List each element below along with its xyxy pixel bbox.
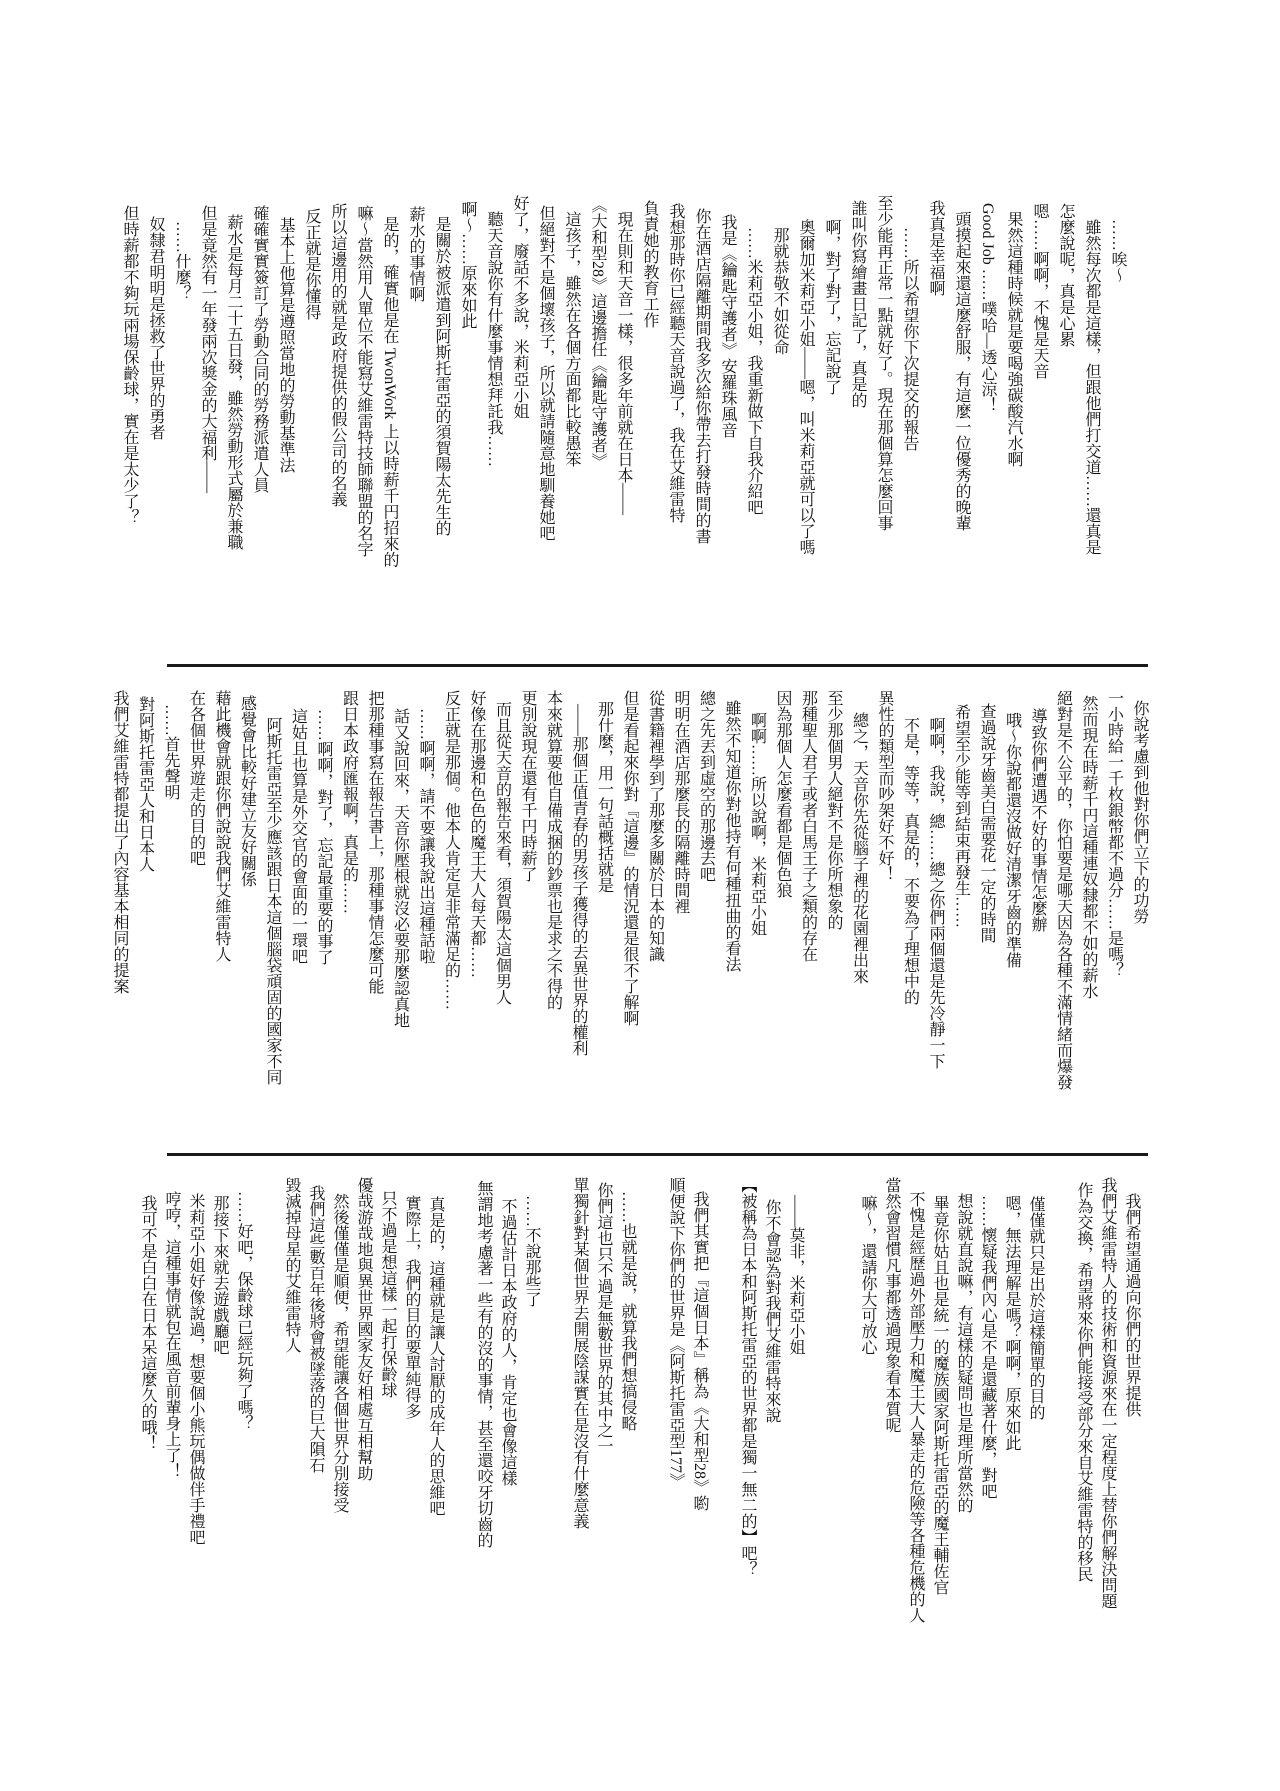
text-line: ——莫非，米莉亞小姐 xyxy=(787,1194,804,1355)
text-line: 我們其實把『這個日本』稱為《大和型28》喲 xyxy=(691,1191,708,1512)
text-line: ……懷疑我們內心是不是還藏著什麼，對吧 xyxy=(979,1194,996,1499)
text-line: 不過估計日本政府的人，肯定也會像這樣 xyxy=(499,1197,516,1486)
text-line: 米莉亞小姐好像說過，想要個小熊玩偶做伴手禮吧 xyxy=(187,1193,204,1545)
text-line: 那接下來就去遊戲廳吧 xyxy=(211,1194,228,1355)
text-line: ……不說那些了 xyxy=(523,1194,540,1307)
scene-divider-1 xyxy=(167,664,1148,667)
text-line: 奴隸君明明是拯救了世界的勇者 xyxy=(147,215,164,440)
text-line: 跟日本政府匯報啊，真是的…… xyxy=(340,690,358,914)
text-line: 那種聖人君子或者白馬王子之類的存在 xyxy=(799,690,817,962)
text-line: 這姑且也算是外交官的會面的一環吧 xyxy=(289,707,307,964)
text-line: 話又說回來，天音你壓根就沒必要那麼認真地 xyxy=(391,707,409,1028)
text-line: 作為交換，希望將來你們能接受部分來自艾維雷特的移民 xyxy=(1075,1181,1092,1582)
text-line: 好了，廢話不多說，米莉亞小姐 xyxy=(511,195,528,419)
text-line: 實際上，我們的目的要單純得多 xyxy=(403,1194,420,1419)
text-line: 你在酒店隔離期間我多次給你帶去打發時間的書 xyxy=(693,207,710,544)
text-line: 真是的，這種就是讓人討厭的成年人的思維吧 xyxy=(427,1196,444,1517)
text-line: 阿斯托雷亞至少應該跟日本這個腦袋頑固的國家不同 xyxy=(264,717,281,1086)
text-line: 《大和型28》這邊擔任《鑰匙守護者》 xyxy=(589,196,606,469)
text-line: 更別說現在還有千円時薪了 xyxy=(519,690,536,882)
text-line: 我們艾維雷特都提出了內容基本相同的提案 xyxy=(111,690,128,994)
text-line: 至少能再正常一點就好了。現在那個算怎麼回事 xyxy=(875,195,892,531)
dialogue-block-2 xyxy=(107,690,1153,1130)
text-line: 啊啊……所以說啊，米莉亞小姐 xyxy=(748,712,766,937)
text-line: 是關於被派遣到阿斯托雷亞的須賀陽太先生的 xyxy=(433,215,450,536)
text-line: 是的，確實他是在 TwonWork 上以時薪千円招來的 xyxy=(381,215,398,568)
text-line: 本來就算要他自備成捆的鈔票也是求之不得的 xyxy=(544,690,562,1010)
text-line: 基本上他算是遵照當地的勞動基準法 xyxy=(277,217,294,474)
text-line: 絕對是不公平的，你怕要是哪天因為各種不滿情緒而爆發 xyxy=(1054,690,1072,1090)
text-line: 藉此機會就跟你們說說我們艾維雷特人 xyxy=(213,690,230,962)
text-line: 單獨針對某個世界去開展陰謀實在是沒有什麼意義 xyxy=(571,1177,588,1529)
text-line: 從書籍裡學到了那麼多關於日本的知識 xyxy=(646,690,664,962)
text-line: 頭摸起來還這麼舒服，有這麼一位優秀的晚輩 xyxy=(953,211,970,531)
text-line: 但時薪都不夠玩兩場保齡球，實在是太少了？ xyxy=(121,204,138,525)
text-line: 至少那個男人絕對不是你所想象的 xyxy=(825,690,842,930)
text-line: ……好吧，保齡球已經玩夠了嗎？ xyxy=(235,1191,252,1432)
text-line: ……米莉亞小姐，我重新做下自我介紹吧 xyxy=(745,227,762,515)
text-line: 異性的類型而吵架好不好！ xyxy=(876,690,893,882)
text-line: 哦～你說都還沒做好清潔牙齒的準備 xyxy=(1003,712,1021,969)
text-line: 感覺會比較好建立友好關係 xyxy=(238,694,256,887)
text-line: 那什麼，用一句話概括就是 xyxy=(595,701,613,894)
text-line: 你說考慮到他對你們立下的功勞 xyxy=(1131,699,1148,924)
blank-line xyxy=(711,1177,735,1647)
text-line: 把那種事寫在報告書上，那種事情怎麼可能 xyxy=(366,690,383,994)
text-line: 明明在酒店那麼長的隔離時間裡 xyxy=(672,690,689,914)
text-line: 雖然不知道你對他持有何種扭曲的看法 xyxy=(723,699,740,972)
text-line: 雖然每次都是這樣，但跟他們打交道……還真是 xyxy=(1083,219,1100,555)
text-line: 所以這邊用的就是政府提供的假公司的名義 xyxy=(329,203,346,507)
text-line: 但是看起來你對『這邊』的情況還是很不了解啊 xyxy=(621,690,638,1026)
text-line: ……首先聲明 xyxy=(162,704,179,801)
blank-line xyxy=(831,1177,855,1647)
text-line: 嗯，無法理解是嗎？啊啊，原來如此 xyxy=(1003,1194,1020,1451)
text-line: 無謂地考慮著一些有的沒的事情，甚至還咬牙切齒的 xyxy=(475,1180,492,1549)
text-line: 希望至少能等到結束再發生…… xyxy=(952,704,970,929)
text-line: 但是竟然有一年發兩次獎金的大福利—— xyxy=(199,204,216,493)
text-line: 負責她的教育工作 xyxy=(641,199,658,328)
blank-line xyxy=(807,1177,831,1647)
text-line: ……什麼？ xyxy=(173,220,190,301)
text-line: ……唉～ xyxy=(1109,219,1126,283)
text-line: 現在則和天音一樣，很多年前就在日本—— xyxy=(615,211,632,515)
text-line: 想說就直說嘛，有這樣的疑問也是理所當然的 xyxy=(955,1193,972,1513)
dialogue-block-3 xyxy=(135,1177,1143,1647)
dialogue-block-1 xyxy=(116,195,1130,600)
text-line: 嘛～，還請你大可放心 xyxy=(859,1194,876,1355)
text-line: 但絕對不是個壞孩子，所以就請隨意地馴養她吧 xyxy=(537,204,554,541)
text-line: 畢竟你姑且也是統一的魔族國家阿斯托雷亞的魔王輔佐官 xyxy=(931,1194,948,1595)
text-line: 啊，對了對了，忘記說了 xyxy=(823,219,840,395)
text-line: 在各個世界遊走的目的吧 xyxy=(187,690,205,866)
text-line: 好像在那邊和色色的魔王大人每天都…… xyxy=(468,690,485,978)
text-line: 當然會習慣凡事都透過現象看本質呢 xyxy=(883,1177,900,1433)
text-line: ……所以希望你下次提交的報告 xyxy=(901,227,918,451)
scene-divider-2 xyxy=(167,1153,1148,1156)
text-line: 你們這也只不過是無數世界的其中之一 xyxy=(595,1181,612,1454)
text-line: 我想那時你已經聽天音說過了，我在艾維雷特 xyxy=(667,203,684,523)
text-line: 確確實實簽訂了勞動合同的勞務派遣人員 xyxy=(251,204,268,493)
text-line: 僅僅就只是出於這樣簡單的目的 xyxy=(1027,1196,1044,1421)
text-line: 我們艾維雷特人的技術和資源來在一定程度上替你們解決問題 xyxy=(1099,1177,1116,1609)
text-line: 不愧是經歷過外部壓力和魔王大人暴走的危險等各種危機的人 xyxy=(907,1191,924,1624)
text-line: 然而現在時薪千円這種連奴隸都不如的薪水 xyxy=(1080,694,1097,999)
text-line: 總之，天音你先從腦子裡的花園裡出來 xyxy=(850,712,868,985)
text-line: 毀滅掉母星的艾維雷特人 xyxy=(283,1177,300,1353)
blank-line xyxy=(1047,1177,1071,1647)
text-line: 導致你們遭遇不好的事情怎麼辦 xyxy=(1029,707,1046,932)
text-line: 我可不是白白在日本呆這麼久的哦！ xyxy=(139,1194,156,1451)
text-line: 怎麼說呢，真是心累 xyxy=(1057,203,1074,347)
text-line: 只不過是想這樣一起打保齡球 xyxy=(379,1189,396,1398)
text-line: 這孩子，雖然在各個方面都比較愚笨 xyxy=(563,211,580,467)
text-line: 嗯……啊啊，不愧是天音 xyxy=(1031,203,1048,379)
text-line: 哼哼，這種事情就包在風音前輩身上了！ xyxy=(163,1191,180,1480)
text-line: 奧爾加米莉亞小姐——嗯，叫米莉亞就可以了嗎 xyxy=(797,219,814,555)
text-line: 啊啊，我說，總……總之你們兩個還是先冷靜一下 xyxy=(927,717,944,1070)
text-line: 不是，等等，真是的，不要為了理想中的 xyxy=(901,717,919,1006)
text-line: 總之先丟到虛空的那邊去吧 xyxy=(697,690,715,882)
text-line: 薪水的事情啊 xyxy=(407,206,424,303)
text-line: 而且從天音的報告來看，須賀陽太這個男人 xyxy=(493,701,511,1006)
text-line: 反正就是你懂得 xyxy=(303,207,320,320)
text-line: 對阿斯托雷亞人和日本人 xyxy=(136,696,154,873)
blank-line xyxy=(543,1177,567,1647)
text-line: 誰叫你寫繪畫日記了，真是的 xyxy=(849,199,866,408)
text-line: 那就恭敬不如從命 xyxy=(771,227,788,355)
text-line: 順便說下你們的世界是《阿斯托雷亞型177》 xyxy=(667,1177,684,1489)
text-line: 然後僅僅是順便，希望能讓各個世界分別接受 xyxy=(331,1193,348,1513)
text-line: Good Job ……噗哈—透心涼！ xyxy=(979,203,996,413)
text-line: 嘛～當然用人單位不能寫艾維雷特技師聯盟的名字 xyxy=(355,204,372,557)
text-line: 啊～……原來如此 xyxy=(459,201,476,330)
blank-line xyxy=(255,1177,279,1647)
text-line: 我真是幸福啊 xyxy=(927,199,944,296)
text-line: 因為那個人怎麼看都是個色狼 xyxy=(774,690,791,898)
text-line: 你不會認為對我們艾維雷特來說 xyxy=(763,1199,780,1424)
text-line: ……也就是說，就算我們想搞侵略 xyxy=(619,1191,636,1432)
text-line: 優哉游哉地與異世界國家友好相處互相幫助 xyxy=(355,1177,372,1481)
text-line: ——那個正值青春的男孩子獲得的去異世界的權利 xyxy=(570,704,587,1057)
blank-line xyxy=(447,1177,471,1647)
text-line: 【被稱為日本和阿斯托雷亞的世界都是獨一無二的】吧？ xyxy=(739,1177,756,1577)
text-line: 聽天音說你有什麼事情想拜託我…… xyxy=(485,211,502,467)
text-line: 我們希望通過向你們的世界提供 xyxy=(1123,1193,1140,1417)
text-line: ……啊啊，請不要讓我說出這種話啦 xyxy=(417,707,434,964)
text-line: 查過說牙齒美白需要花一定的時間 xyxy=(978,702,995,943)
text-line: ……啊啊，對了，忘記最重要的事了 xyxy=(315,709,332,966)
text-line: 反正就是那個。他本人肯定是非常滿足的…… xyxy=(442,690,460,1010)
text-line: 薪水是每月二十五日發，雖然勞動形式屬於兼職 xyxy=(225,214,242,551)
blank-line xyxy=(639,1177,663,1647)
text-line: 我們這些數百年後將會被墜落的巨大隕石 xyxy=(307,1185,324,1473)
text-line: 我是《鑰匙守護者》安羅珠風音 xyxy=(719,214,736,439)
text-line: 一小時給一千枚銀幣都不過分……是嗎？ xyxy=(1105,690,1123,978)
text-line: 果然這種時候就是要喝強碳酸汽水啊 xyxy=(1005,211,1022,467)
